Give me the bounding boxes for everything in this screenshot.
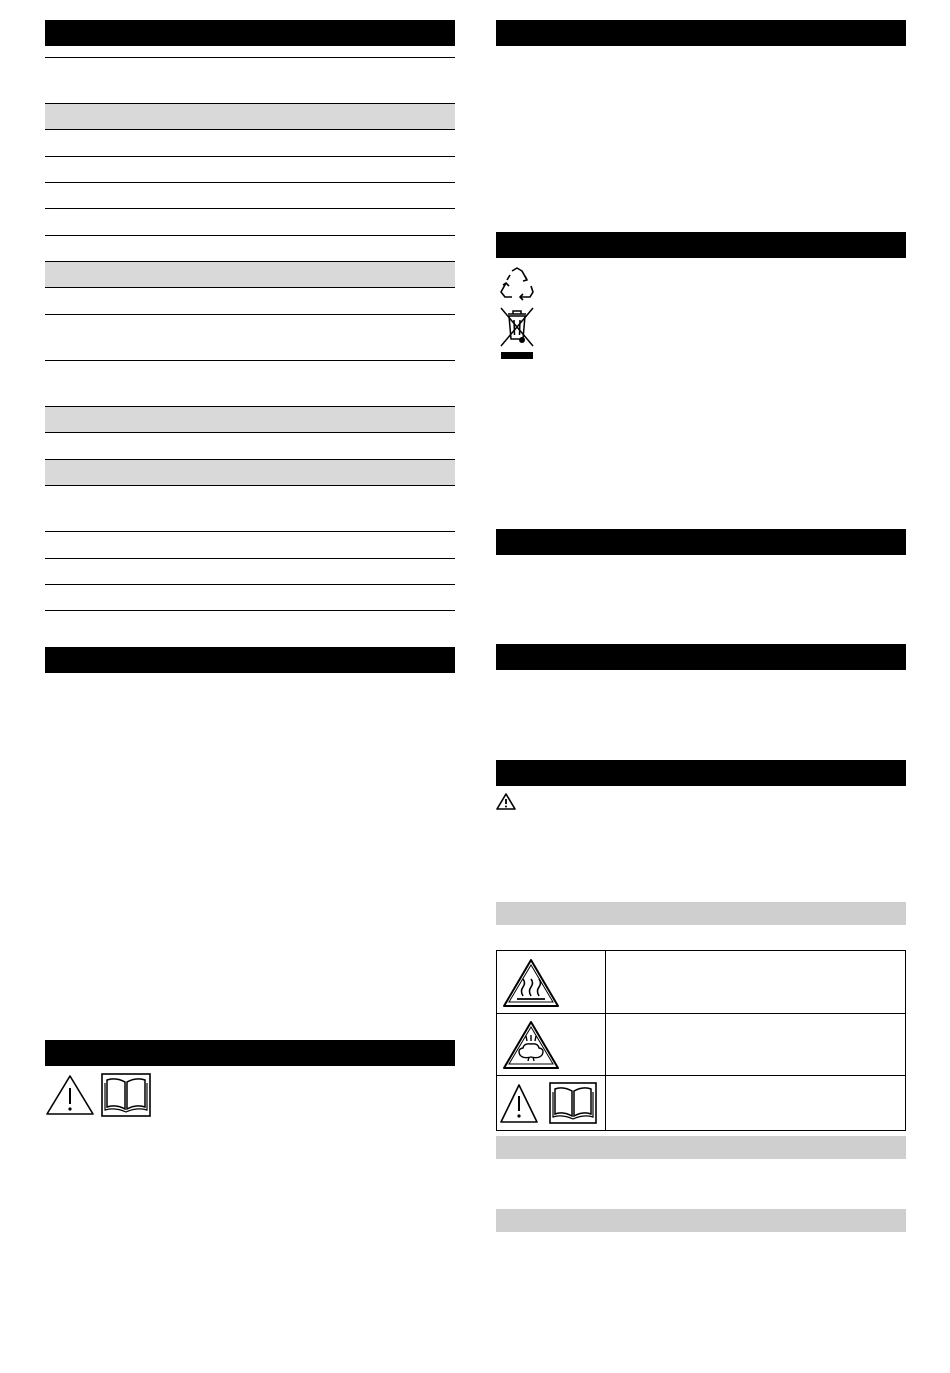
table-group-header [45, 459, 455, 486]
section-header-bar [45, 20, 455, 46]
table-row-divider [45, 584, 455, 585]
steam-hazard-warning-icon [501, 1019, 561, 1071]
table-row-divider [45, 156, 455, 157]
table-row-divider [45, 558, 455, 559]
section-header-bar [45, 1040, 455, 1066]
table-row-divider [45, 360, 455, 361]
recycling-icon [498, 265, 536, 303]
table-row-divider [45, 235, 455, 236]
section-header-bar [496, 232, 906, 258]
table-row [497, 951, 905, 1014]
section-header-bar [496, 20, 906, 46]
read-manual-icon [101, 1073, 151, 1117]
table-row-divider [45, 531, 455, 532]
table-cell-text [607, 1014, 905, 1075]
read-manual-warning-icon [499, 1082, 599, 1126]
table-cell-text [607, 1076, 905, 1130]
table-row-divider [45, 314, 455, 315]
subsection-header-bar [496, 1136, 906, 1159]
table-group-header [45, 406, 455, 433]
section-header-bar [496, 644, 906, 670]
warning-icon [496, 793, 516, 810]
table-row-divider [45, 208, 455, 209]
table-row [497, 1076, 905, 1130]
section-header-bar [45, 647, 455, 673]
crossed-out-wheelie-bin-icon [498, 306, 536, 362]
table-cell-icon [497, 1014, 606, 1075]
table-row-divider [45, 610, 455, 611]
table-cell-text [607, 951, 905, 1013]
section-header-bar [496, 529, 906, 555]
hot-surface-warning-icon [501, 957, 561, 1009]
table-group-header [45, 103, 455, 130]
subsection-header-bar [496, 1209, 906, 1232]
symbol-table [496, 950, 906, 1131]
table-row-divider [45, 182, 455, 183]
table-row [497, 1014, 905, 1076]
section-header-bar [496, 760, 906, 786]
subsection-header-bar [496, 902, 906, 925]
table-cell-icon [497, 1076, 606, 1130]
table-group-header [45, 261, 455, 288]
table-cell-icon [497, 951, 606, 1013]
divider [45, 57, 455, 58]
warning-triangle-icon [45, 1074, 95, 1116]
